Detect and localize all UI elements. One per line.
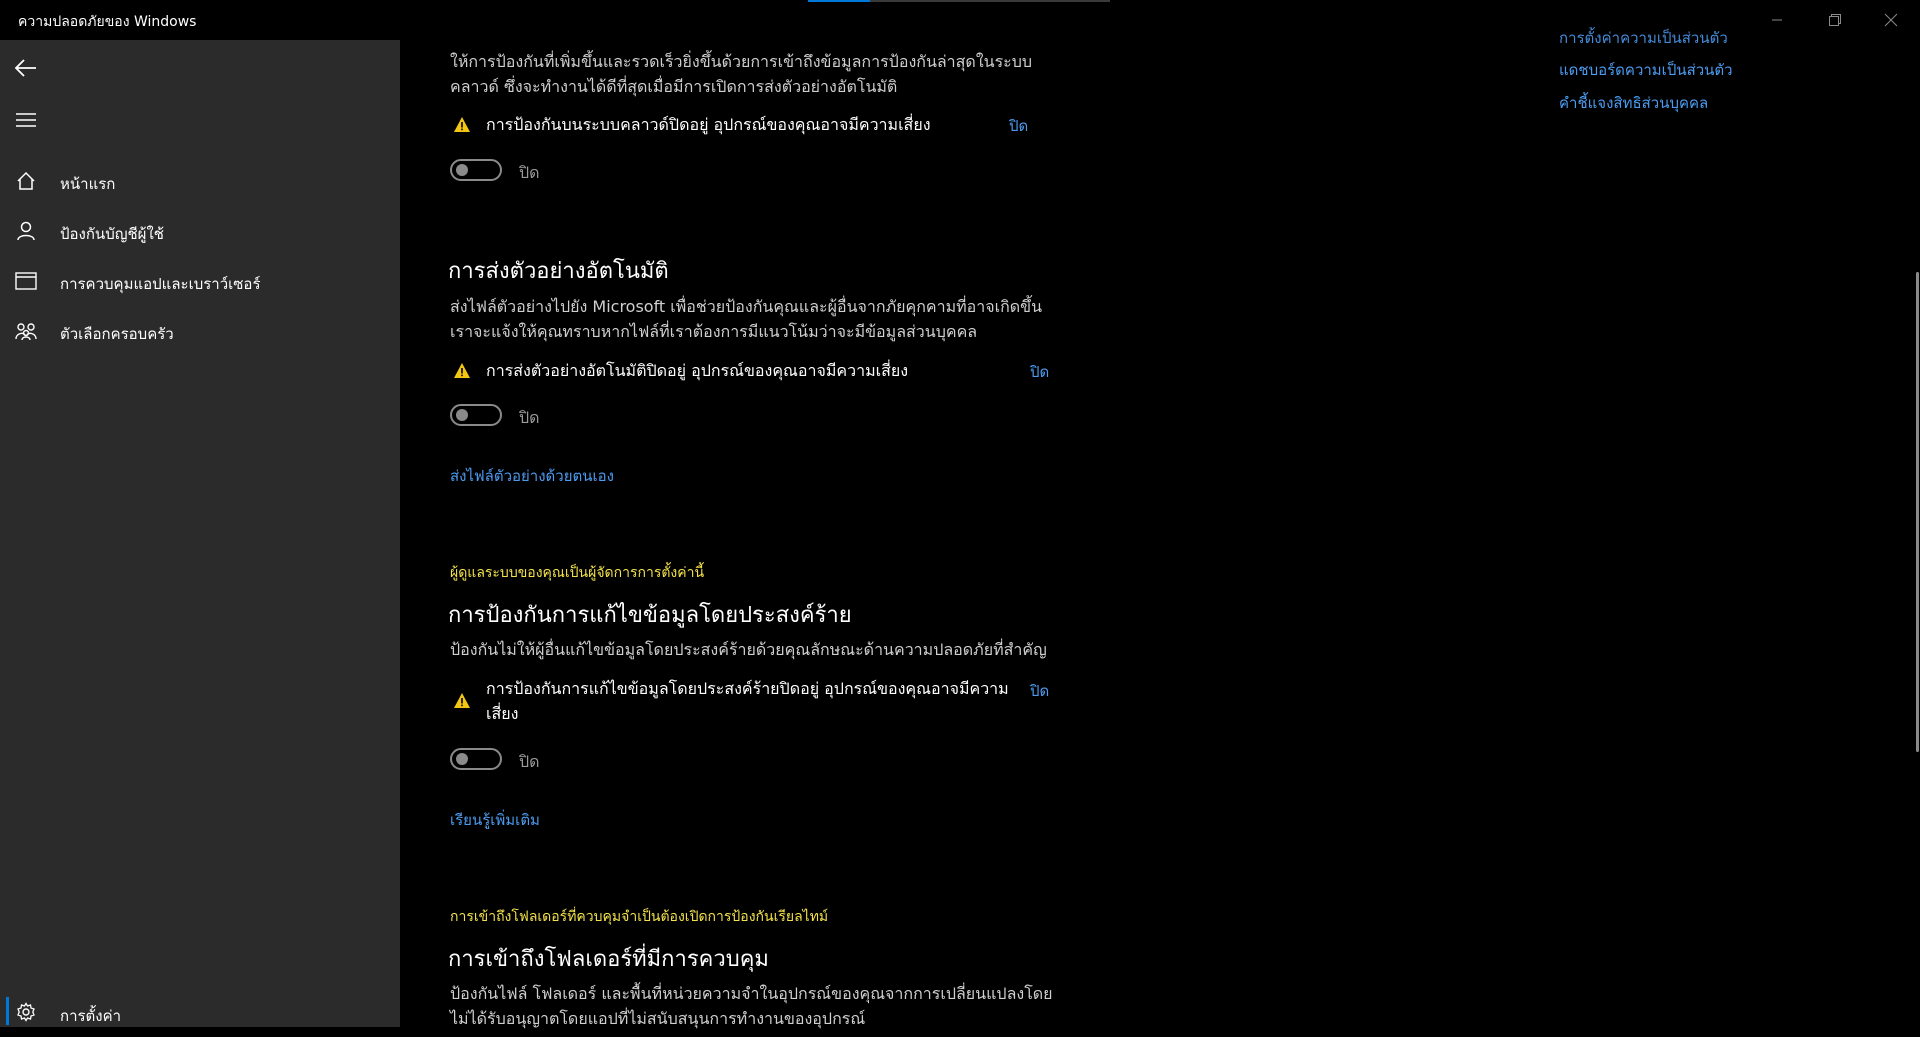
warning-icon [453, 692, 471, 710]
scrollbar-thumb[interactable] [1916, 272, 1919, 752]
sample-toggle-state-label: ปิด [519, 408, 540, 427]
tamper-protection-description: ป้องกันไม่ให้ผู้อื่นแก้ไขข้อมูลโดยประสงค์ร้ายด้วยคุณลักษณะด้านความปลอดภัยที่สำคัญ [450, 640, 1047, 659]
minimize-icon [1772, 15, 1782, 25]
cloud-warning [450, 112, 1090, 140]
warning-text-line2: เสี่ยง [486, 704, 519, 723]
restore-icon [1829, 14, 1841, 26]
warning-text: การป้องกันบนระบบคลาวด์ปิดอยู่ อุปกรณ์ของคุณอาจมีความเสี่ยง [486, 115, 931, 134]
controlled-folder-access-heading: การเข้าถึงโฟลเดอร์ที่มีการควบคุม [448, 947, 769, 972]
toggle-knob [456, 164, 468, 176]
tab-indicator-track [870, 0, 1110, 2]
privacy-dashboard-link[interactable]: แดชบอร์ดความเป็นส่วนตัว [1559, 61, 1733, 79]
restore-button[interactable] [1806, 0, 1864, 40]
selected-indicator [6, 997, 9, 1025]
toggle-knob [456, 753, 468, 765]
minimize-button[interactable] [1748, 0, 1806, 40]
gear-icon [15, 1001, 37, 1023]
sidebar [0, 40, 400, 1027]
home-icon [15, 170, 37, 192]
warning-text: การส่งตัวอย่างอัตโนมัติปิดอยู่ อุปกรณ์ของคุณอาจมีความเสี่ยง [486, 361, 909, 380]
close-button[interactable] [1862, 0, 1920, 40]
tamper-warning [450, 676, 1010, 728]
sidebar-item-account-protection[interactable] [0, 210, 400, 252]
sidebar-item-home[interactable] [0, 160, 400, 202]
sidebar-item-app-browser-control[interactable] [0, 260, 400, 302]
cloud-protection-description-line2: คลาวด์ ซึ่งจะทำงานได้ดีที่สุดเมื่อมีการเปิดการส่งตัวอย่างอัตโนมัติ [450, 77, 898, 96]
folder-access-requirement-note: การเข้าถึงโฟลเดอร์ที่ควบคุมจำเป็นต้องเปิดการป้องกันเรียลไทม์ [450, 909, 829, 925]
person-icon [15, 220, 37, 242]
cloud-protection-description-line1: ให้การป้องกันที่เพิ่มขึ้นและรวดเร็วยิ่งขึ้นด้วยการเข้าถึงข้อมูลการป้องกันล่าสุดในระบบ [450, 52, 1033, 71]
sample-turn-on-link[interactable]: ปิด [1030, 363, 1050, 381]
tab-indicator-active [808, 0, 870, 2]
sidebar-item-label: ตัวเลือกครอบครัว [60, 325, 174, 343]
managed-by-admin-note: ผู้ดูแลระบบของคุณเป็นผู้จัดการการตั้งค่านี้ [450, 565, 705, 581]
family-icon [15, 320, 37, 342]
cloud-toggle-state-label: ปิด [519, 163, 540, 182]
cloud-protection-toggle[interactable] [450, 159, 502, 181]
submit-sample-manually-link[interactable]: ส่งไฟล์ตัวอย่างด้วยตนเอง [450, 467, 614, 485]
back-arrow-icon[interactable] [13, 55, 39, 81]
tamper-protection-toggle[interactable] [450, 748, 502, 770]
tamper-protection-heading: การป้องกันการแก้ไขข้อมูลโดยประสงค์ร้าย [448, 603, 852, 628]
sidebar-item-settings[interactable] [0, 995, 400, 1037]
warning-text-line1: การป้องกันการแก้ไขข้อมูลโดยประสงค์ร้ายปิดอยู่ อุปกรณ์ของคุณอาจมีความ [486, 679, 1009, 698]
toggle-knob [456, 409, 468, 421]
learn-more-link[interactable]: เรียนรู้เพิ่มเติม [450, 811, 540, 829]
sidebar-item-family-options[interactable] [0, 310, 400, 352]
sidebar-item-label: การตั้งค่า [60, 1007, 122, 1025]
main-content [400, 29, 1920, 1028]
sidebar-item-label: ป้องกันบัญชีผู้ใช้ [60, 225, 164, 243]
sidebar-item-label: หน้าแรก [60, 175, 116, 193]
sample-submission-description-line2: เราจะแจ้งให้คุณทราบหากไฟล์ที่เราต้องการมีแนวโน้มว่าจะมีข้อมูลส่วนบุคคล [450, 322, 978, 341]
privacy-settings-link[interactable]: การตั้งค่าความเป็นส่วนตัว [1559, 29, 1728, 47]
controlled-folder-access-description-line1: ป้องกันไฟล์ โฟลเดอร์ และพื้นที่หน่วยความจำในอุปกรณ์ของคุณจากการเปลี่ยนแปลงโดย [450, 984, 1053, 1003]
sample-submission-toggle[interactable] [450, 404, 502, 426]
controlled-folder-access-description-line2: ไม่ได้รับอนุญาตโดยแอปที่ไม่สนับสนุนการทำงานของอุปกรณ์ [450, 1009, 866, 1028]
sample-warning [450, 358, 1090, 386]
sidebar-item-label: การควบคุมแอปและเบราว์เซอร์ [60, 275, 261, 293]
app-title: ความปลอดภัยของ Windows [18, 14, 197, 30]
sample-submission-description-line1: ส่งไฟล์ตัวอย่างไปยัง Microsoft เพื่อช่วยป้องกันคุณและผู้อื่นจากภัยคุกคามที่อาจเกิดขึ้น [450, 297, 1043, 316]
app-window-icon [15, 270, 37, 292]
privacy-statement-link[interactable]: คำชี้แจงสิทธิส่วนบุคคล [1559, 94, 1709, 112]
cloud-turn-on-link[interactable]: ปิด [1009, 117, 1029, 135]
tamper-toggle-state-label: ปิด [519, 752, 540, 771]
sample-submission-heading: การส่งตัวอย่างอัตโนมัติ [448, 259, 669, 284]
warning-icon [453, 362, 471, 380]
warning-icon [453, 116, 471, 134]
tamper-turn-on-link[interactable]: ปิด [1030, 682, 1050, 700]
close-icon [1885, 14, 1897, 26]
hamburger-menu-icon[interactable] [15, 109, 37, 131]
